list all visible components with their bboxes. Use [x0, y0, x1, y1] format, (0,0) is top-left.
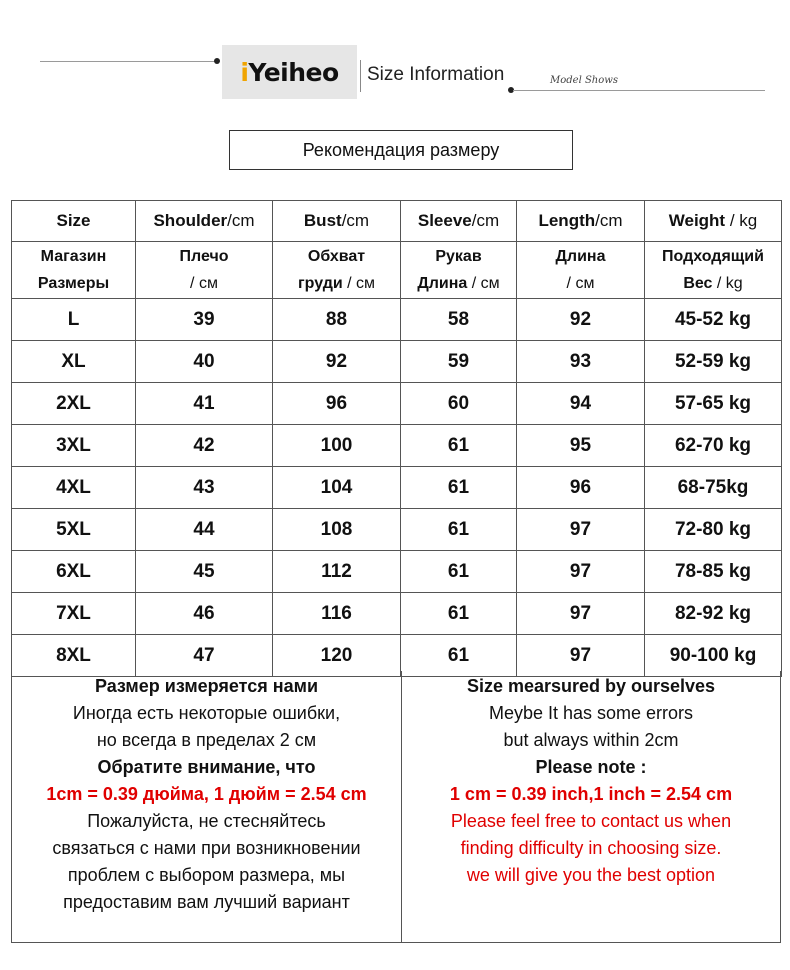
- header-line-1: Магазин: [40, 248, 107, 265]
- size-label-cell: 6XL: [12, 551, 136, 593]
- header: [0, 0, 790, 120]
- table-cell: 59: [401, 341, 517, 383]
- header-line-1: Рукав: [435, 248, 482, 265]
- table-row: [12, 383, 782, 425]
- table-cell: 96: [517, 467, 645, 509]
- recommendation-title: Рекомендация размеру: [229, 130, 573, 170]
- header-line-1: Обхват: [307, 248, 366, 265]
- note-title: Size mearsured by ourselves: [466, 676, 716, 696]
- header-line-1: Плечо: [179, 248, 229, 265]
- table-row: [12, 551, 782, 593]
- table-cell: 62-70 kg: [645, 425, 782, 467]
- table-header-row-ru: [12, 242, 782, 299]
- table-cell: 39: [136, 299, 273, 341]
- note-text: but always within 2cm: [503, 730, 679, 750]
- table-cell: 61: [401, 635, 517, 677]
- logo-prefix: i: [240, 57, 249, 87]
- model-shows-caption: Model Shows: [550, 75, 618, 86]
- brand-logo: [222, 45, 357, 99]
- table-row: [12, 425, 782, 467]
- table-cell: 45: [136, 551, 273, 593]
- table-cell: 120: [273, 635, 401, 677]
- table-cell: 45-52 kg: [645, 299, 782, 341]
- size-label-cell: 5XL: [12, 509, 136, 551]
- table-cell: 104: [273, 467, 401, 509]
- table-cell: 52-59 kg: [645, 341, 782, 383]
- header-line-2-bold: Длина: [417, 275, 468, 292]
- table-cell: 42: [136, 425, 273, 467]
- divider-line: [40, 61, 215, 62]
- notes-russian: [12, 671, 402, 942]
- header-line-2-unit: / см: [342, 275, 376, 292]
- note-text: Иногда есть некоторые ошибки,: [72, 703, 341, 723]
- table-cell: 92: [517, 299, 645, 341]
- note-contact: связаться с нами при возникновении: [52, 838, 361, 858]
- size-table: [11, 200, 782, 677]
- size-label-cell: 8XL: [12, 635, 136, 677]
- header-line-1: Длина: [555, 248, 606, 265]
- size-label-cell: XL: [12, 341, 136, 383]
- column-header-unit: /cm: [341, 211, 370, 230]
- size-label-cell: 2XL: [12, 383, 136, 425]
- note-contact: Пожалуйста, не стесняйтесь: [87, 811, 326, 831]
- column-header: [401, 201, 517, 242]
- table-cell: 94: [517, 383, 645, 425]
- header-line-2-unit: / см: [467, 275, 500, 292]
- logo-name: Yeiheo: [248, 57, 339, 87]
- size-information-title: Size Information: [367, 64, 505, 85]
- table-cell: 41: [136, 383, 273, 425]
- header-line-2-bold: груди: [297, 275, 343, 292]
- table-cell: 61: [401, 593, 517, 635]
- column-header: [136, 201, 273, 242]
- column-header-unit: /cm: [227, 211, 255, 230]
- table-row: [12, 593, 782, 635]
- note-contact: finding difficulty in choosing size.: [460, 838, 722, 858]
- table-cell: 57-65 kg: [645, 383, 782, 425]
- column-header: [273, 201, 401, 242]
- size-label-cell: L: [12, 299, 136, 341]
- table-cell: 40: [136, 341, 273, 383]
- table-cell: 90-100 kg: [645, 635, 782, 677]
- table-cell: 61: [401, 551, 517, 593]
- note-contact: предоставим вам лучший вариант: [63, 892, 350, 912]
- table-cell: 116: [273, 593, 401, 635]
- size-label-cell: 7XL: [12, 593, 136, 635]
- size-label-cell: 3XL: [12, 425, 136, 467]
- table-header-row-en: [12, 201, 782, 242]
- note-conversion: 1 cm = 0.39 inch,1 inch = 2.54 cm: [449, 784, 733, 804]
- table-row: [12, 341, 782, 383]
- table-cell: 60: [401, 383, 517, 425]
- column-header-ru: [273, 242, 401, 299]
- table-row: [12, 509, 782, 551]
- table-cell: 58: [401, 299, 517, 341]
- table-cell: 72-80 kg: [645, 509, 782, 551]
- note-attention: Please note :: [535, 757, 647, 777]
- table-cell: 68-75kg: [645, 467, 782, 509]
- size-rows: [12, 299, 782, 677]
- table-cell: 97: [517, 551, 645, 593]
- header-line-2-unit: / kg: [712, 275, 743, 292]
- column-header-ru: [517, 242, 645, 299]
- note-title: Размер измеряется нами: [94, 676, 319, 696]
- column-header-ru: [645, 242, 782, 299]
- note-text: но всегда в пределах 2 см: [96, 730, 317, 750]
- note-text: Meybe It has some errors: [488, 703, 694, 723]
- column-header-unit: / kg: [725, 211, 758, 230]
- table-cell: 61: [401, 425, 517, 467]
- table-cell: 97: [517, 635, 645, 677]
- table-cell: 96: [273, 383, 401, 425]
- column-header: [517, 201, 645, 242]
- table-cell: 46: [136, 593, 273, 635]
- column-header-title: Weight: [668, 211, 726, 230]
- table-cell: 61: [401, 467, 517, 509]
- table-cell: 82-92 kg: [645, 593, 782, 635]
- table-cell: 97: [517, 509, 645, 551]
- table-cell: 78-85 kg: [645, 551, 782, 593]
- table-cell: 43: [136, 467, 273, 509]
- notes-english: [402, 671, 780, 942]
- table-cell: 95: [517, 425, 645, 467]
- column-header: [12, 201, 136, 242]
- table-row: [12, 299, 782, 341]
- table-cell: 88: [273, 299, 401, 341]
- header-line-2-unit: / см: [190, 275, 218, 292]
- table-cell: 100: [273, 425, 401, 467]
- vertical-separator: [360, 60, 361, 92]
- table-cell: 97: [517, 593, 645, 635]
- table-cell: 93: [517, 341, 645, 383]
- note-contact: проблем с выбором размера, мы: [67, 865, 346, 885]
- divider-dot: [214, 58, 220, 64]
- table-cell: 112: [273, 551, 401, 593]
- divider-line: [513, 90, 765, 91]
- column-header-ru: [12, 242, 136, 299]
- column-header-title: Length: [538, 211, 596, 230]
- table-cell: 47: [136, 635, 273, 677]
- notes-section: [11, 671, 781, 943]
- header-line-1: Подходящий: [662, 248, 764, 265]
- header-line-2-unit: / см: [566, 275, 595, 292]
- table-row: [12, 467, 782, 509]
- column-header-ru: [136, 242, 273, 299]
- column-header-title: Size: [56, 211, 91, 230]
- table-cell: 108: [273, 509, 401, 551]
- header-line-2-bold: Вес: [683, 275, 713, 292]
- column-header-unit: /cm: [595, 211, 623, 230]
- header-line-2-bold: Размеры: [37, 275, 110, 292]
- note-contact: we will give you the best option: [466, 865, 716, 885]
- column-header-title: Shoulder: [153, 211, 228, 230]
- column-header: [645, 201, 782, 242]
- table-cell: 92: [273, 341, 401, 383]
- note-contact: Please feel free to contact us when: [450, 811, 732, 831]
- column-header-title: Bust: [303, 211, 342, 230]
- column-header-title: Sleeve: [417, 211, 472, 230]
- column-header-ru: [401, 242, 517, 299]
- table-cell: 61: [401, 509, 517, 551]
- table-cell: 44: [136, 509, 273, 551]
- note-attention: Обратите внимание, что: [97, 757, 316, 777]
- column-header-unit: /cm: [471, 211, 500, 230]
- note-conversion: 1cm = 0.39 дюйма, 1 дюйм = 2.54 cm: [46, 784, 367, 804]
- size-label-cell: 4XL: [12, 467, 136, 509]
